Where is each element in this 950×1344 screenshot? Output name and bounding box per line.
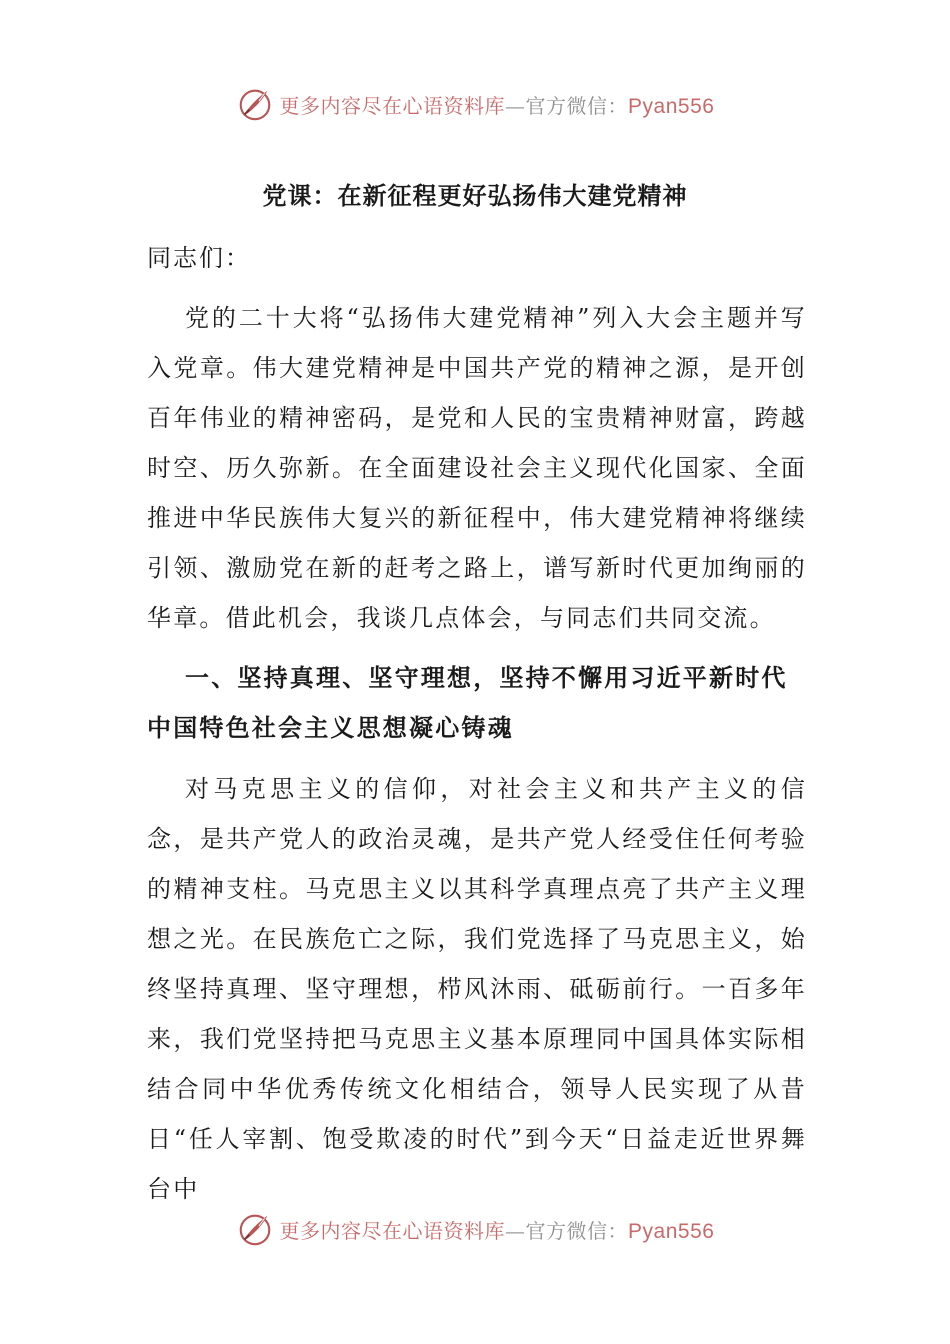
section-heading-1: 一、坚持真理、坚守理想，坚持不懈用习近平新时代中国特色社会主义思想凝心铸魂 <box>147 663 788 742</box>
watermark-wechat-id: Pyan556 <box>628 94 715 118</box>
watermark-text <box>280 90 715 119</box>
watermark-label: 官方微信： <box>525 1218 629 1243</box>
watermark-wechat-id: Pyan556 <box>628 1219 715 1243</box>
watermark-banner-top <box>0 82 950 126</box>
greeting: 同志们： <box>147 244 251 272</box>
paragraph-1: 党的二十大将“弘扬伟大建党精神”列入大会主题并写入党章。伟大建党精神是中国共产党的精神之源，是开创百年伟业的精神密码，是党和人民的宝贵精神财富，跨越时空、历久弥新。在全面建设社会主义现代化国家、全面推进中华民族伟大复兴的新征程中，伟大建党精神将继续引领、激励党在新的赶考之路上，谱写新时代更加绚丽的华章。借此机会，我谈几点体会，与同志们共同交流。 <box>147 304 807 632</box>
watermark-site-text: 更多内容尽在心语资料库 <box>279 93 506 118</box>
watermark-site-text: 更多内容尽在心语资料库 <box>279 1218 506 1243</box>
watermark-text <box>280 1215 715 1244</box>
watermark-label: 官方微信： <box>525 93 629 118</box>
watermark-separator: — <box>505 93 526 118</box>
quill-pen-logo-icon <box>236 1210 274 1248</box>
document-title: 党课：在新征程更好弘扬伟大建党精神 <box>262 181 688 210</box>
paragraph-2: 对马克思主义的信仰，对社会主义和共产主义的信念，是共产党人的政治灵魂，是共产党人经受住任何考验的精神支柱。马克思主义以其科学真理点亮了共产主义理想之光。在民族危亡之际，我们党选择了马克思主义，始终坚持真理、坚守理想，栉风沐雨、砥砺前行。一百多年来，我们党坚持把马克思主义基本原理同中国具体实际相结合同中华优秀传统文化相结合，领导人民实现了从昔日“任人宰割、饱受欺凌的时代”到今天“日益走近世界舞台中 <box>147 775 807 1203</box>
watermark-banner-bottom <box>0 1207 950 1251</box>
watermark-separator: — <box>505 1218 526 1243</box>
quill-pen-logo-icon <box>236 85 274 123</box>
